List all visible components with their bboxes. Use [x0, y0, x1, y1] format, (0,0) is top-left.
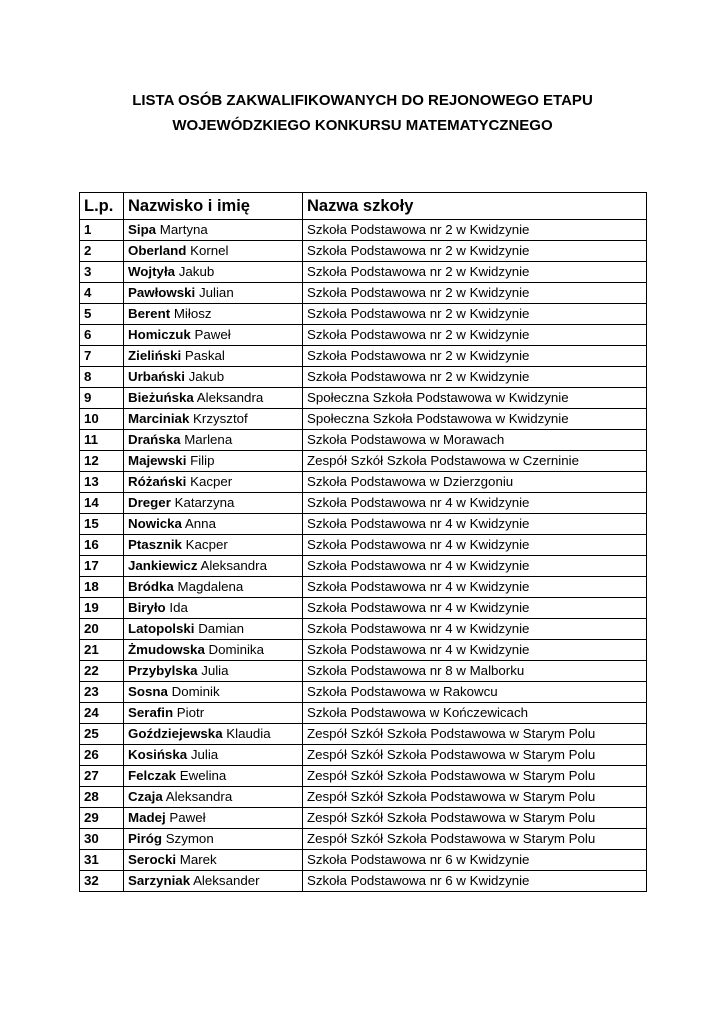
student-name-cell: [124, 661, 303, 682]
student-name-cell: [124, 829, 303, 850]
school-name-cell: Szkoła Podstawowa nr 2 w Kwidzynie: [303, 241, 647, 262]
student-surname: Dreger: [128, 495, 171, 510]
student-name-cell: [124, 493, 303, 514]
student-surname: Urbański: [128, 369, 185, 384]
table-row: [80, 388, 647, 409]
student-name-cell: [124, 304, 303, 325]
student-name-cell: [124, 682, 303, 703]
school-name-cell: Szkoła Podstawowa nr 2 w Kwidzynie: [303, 367, 647, 388]
school-name-cell: Społeczna Szkoła Podstawowa w Kwidzynie: [303, 409, 647, 430]
student-first-name: Filip: [190, 453, 215, 468]
school-name-cell: Szkoła Podstawowa nr 6 w Kwidzynie: [303, 850, 647, 871]
row-number: 12: [80, 451, 124, 472]
row-number: 15: [80, 514, 124, 535]
table-row: [80, 430, 647, 451]
table-row: [80, 472, 647, 493]
row-number: 8: [80, 367, 124, 388]
student-first-name: Krzysztof: [193, 411, 248, 426]
student-first-name: Marlena: [184, 432, 233, 447]
row-number: 14: [80, 493, 124, 514]
student-surname: Różański: [128, 474, 187, 489]
row-number: 18: [80, 577, 124, 598]
student-surname: Pawłowski: [128, 285, 196, 300]
table-row: [80, 451, 647, 472]
school-name-cell: Szkoła Podstawowa nr 4 w Kwidzynie: [303, 640, 647, 661]
row-number: 7: [80, 346, 124, 367]
table-row: [80, 724, 647, 745]
student-first-name: Katarzyna: [174, 495, 235, 510]
school-name-cell: Szkoła Podstawowa w Morawach: [303, 430, 647, 451]
table-row: [80, 283, 647, 304]
student-name-cell: [124, 472, 303, 493]
school-name-cell: Szkoła Podstawowa nr 8 w Malborku: [303, 661, 647, 682]
table-row: [80, 850, 647, 871]
student-surname: Latopolski: [128, 621, 195, 636]
row-number: 25: [80, 724, 124, 745]
student-first-name: Klaudia: [226, 726, 271, 741]
school-name-cell: Szkoła Podstawowa nr 2 w Kwidzynie: [303, 220, 647, 241]
student-surname: Sipa: [128, 222, 157, 237]
student-first-name: Kacper: [190, 474, 233, 489]
header-lp: L.p.: [80, 193, 124, 220]
row-number: 22: [80, 661, 124, 682]
student-first-name: Magdalena: [177, 579, 244, 594]
row-number: 28: [80, 787, 124, 808]
student-first-name: Ewelina: [179, 768, 227, 783]
table-row: [80, 262, 647, 283]
table-row: [80, 808, 647, 829]
student-first-name: Paweł: [169, 810, 206, 825]
school-name-cell: Szkoła Podstawowa nr 6 w Kwidzynie: [303, 871, 647, 892]
school-name-cell: Zespół Szkół Szkoła Podstawowa w Starym Polu: [303, 829, 647, 850]
school-name-cell: Szkoła Podstawowa nr 2 w Kwidzynie: [303, 283, 647, 304]
student-first-name: Miłosz: [173, 306, 212, 321]
student-first-name: Szymon: [165, 831, 214, 846]
row-number: 29: [80, 808, 124, 829]
table-row: [80, 409, 647, 430]
student-first-name: Damian: [198, 621, 245, 636]
student-name-cell: [124, 871, 303, 892]
student-first-name: Marek: [179, 852, 217, 867]
header-school: Nazwa szkoły: [303, 193, 647, 220]
student-surname: Czaja: [128, 789, 163, 804]
row-number: 20: [80, 619, 124, 640]
row-number: 26: [80, 745, 124, 766]
student-name-cell: [124, 346, 303, 367]
school-name-cell: Szkoła Podstawowa w Dzierzgoniu: [303, 472, 647, 493]
school-name-cell: Szkoła Podstawowa nr 4 w Kwidzynie: [303, 493, 647, 514]
student-name-cell: [124, 724, 303, 745]
student-first-name: Anna: [184, 516, 216, 531]
table-row: [80, 367, 647, 388]
student-name-cell: [124, 514, 303, 535]
row-number: 5: [80, 304, 124, 325]
school-name-cell: Szkoła Podstawowa nr 2 w Kwidzynie: [303, 325, 647, 346]
table-row: [80, 682, 647, 703]
student-surname: Homiczuk: [128, 327, 191, 342]
school-name-cell: Zespół Szkół Szkoła Podstawowa w Starym Polu: [303, 766, 647, 787]
student-name-cell: [124, 367, 303, 388]
row-number: 13: [80, 472, 124, 493]
school-name-cell: Zespół Szkół Szkoła Podstawowa w Starym Polu: [303, 724, 647, 745]
table-row: [80, 640, 647, 661]
student-surname: Wojtyła: [128, 264, 176, 279]
student-surname: Marciniak: [128, 411, 190, 426]
student-first-name: Julia: [201, 663, 229, 678]
student-first-name: Aleksander: [193, 873, 260, 888]
student-name-cell: [124, 220, 303, 241]
student-surname: Sosna: [128, 684, 168, 699]
row-number: 9: [80, 388, 124, 409]
row-number: 16: [80, 535, 124, 556]
student-name-cell: [124, 388, 303, 409]
student-name-cell: [124, 619, 303, 640]
student-surname: Majewski: [128, 453, 187, 468]
student-first-name: Paweł: [194, 327, 231, 342]
table-row: [80, 556, 647, 577]
table-row: [80, 241, 647, 262]
table-row: [80, 535, 647, 556]
student-first-name: Kornel: [190, 243, 229, 258]
student-surname: Madej: [128, 810, 166, 825]
school-name-cell: Szkoła Podstawowa nr 2 w Kwidzynie: [303, 262, 647, 283]
title-line-1: LISTA OSÓB ZAKWALIFIKOWANYCH DO REJONOWEGO ETAPU: [132, 92, 593, 109]
row-number: 10: [80, 409, 124, 430]
table-row: [80, 325, 647, 346]
table-row: [80, 871, 647, 892]
row-number: 23: [80, 682, 124, 703]
student-name-cell: [124, 808, 303, 829]
student-surname: Nowicka: [128, 516, 182, 531]
student-first-name: Piotr: [176, 705, 205, 720]
school-name-cell: Zespół Szkół Szkoła Podstawowa w Starym Polu: [303, 808, 647, 829]
school-name-cell: Szkoła Podstawowa nr 4 w Kwidzynie: [303, 514, 647, 535]
table-row: [80, 619, 647, 640]
document-title: [0, 88, 725, 138]
student-first-name: Dominika: [208, 642, 264, 657]
student-surname: Bieżuńska: [128, 390, 194, 405]
school-name-cell: Zespół Szkół Szkoła Podstawowa w Starym Polu: [303, 787, 647, 808]
student-surname: Zieliński: [128, 348, 182, 363]
student-first-name: Aleksandra: [200, 558, 267, 573]
table-row: [80, 745, 647, 766]
student-name-cell: [124, 430, 303, 451]
row-number: 27: [80, 766, 124, 787]
student-surname: Przybylska: [128, 663, 198, 678]
student-first-name: Aleksandra: [165, 789, 233, 804]
student-name-cell: [124, 766, 303, 787]
row-number: 21: [80, 640, 124, 661]
school-name-cell: Szkoła Podstawowa w Rakowcu: [303, 682, 647, 703]
student-first-name: Jakub: [188, 369, 225, 384]
school-name-cell: Zespół Szkół Szkoła Podstawowa w Czerninie: [303, 451, 647, 472]
student-name-cell: [124, 850, 303, 871]
student-name-cell: [124, 745, 303, 766]
row-number: 2: [80, 241, 124, 262]
row-number: 17: [80, 556, 124, 577]
student-first-name: Martyna: [159, 222, 208, 237]
row-number: 32: [80, 871, 124, 892]
student-name-cell: [124, 241, 303, 262]
student-surname: Kosińska: [128, 747, 188, 762]
student-name-cell: [124, 451, 303, 472]
row-number: 6: [80, 325, 124, 346]
row-number: 4: [80, 283, 124, 304]
student-name-cell: [124, 283, 303, 304]
table-row: [80, 766, 647, 787]
student-surname: Felczak: [128, 768, 177, 783]
school-name-cell: Szkoła Podstawowa nr 2 w Kwidzynie: [303, 346, 647, 367]
student-first-name: Dominik: [171, 684, 220, 699]
row-number: 30: [80, 829, 124, 850]
student-name-cell: [124, 598, 303, 619]
school-name-cell: Szkoła Podstawowa nr 4 w Kwidzynie: [303, 556, 647, 577]
student-surname: Oberland: [128, 243, 187, 258]
table-row: [80, 577, 647, 598]
table-row: [80, 304, 647, 325]
school-name-cell: Szkoła Podstawowa nr 2 w Kwidzynie: [303, 304, 647, 325]
student-name-cell: [124, 640, 303, 661]
school-name-cell: Szkoła Podstawowa nr 4 w Kwidzynie: [303, 535, 647, 556]
student-name-cell: [124, 556, 303, 577]
school-name-cell: Zespół Szkół Szkoła Podstawowa w Starym Polu: [303, 745, 647, 766]
table-row: [80, 598, 647, 619]
student-surname: Bródka: [128, 579, 174, 594]
student-surname: Serocki: [128, 852, 177, 867]
student-surname: Jankiewicz: [128, 558, 198, 573]
student-first-name: Julia: [190, 747, 219, 762]
student-name-cell: [124, 787, 303, 808]
student-surname: Berent: [128, 306, 171, 321]
student-name-cell: [124, 325, 303, 346]
school-name-cell: Społeczna Szkoła Podstawowa w Kwidzynie: [303, 388, 647, 409]
student-surname: Biryło: [128, 600, 166, 615]
table-header-row: [80, 193, 647, 220]
table-row: [80, 703, 647, 724]
row-number: 3: [80, 262, 124, 283]
student-name-cell: [124, 535, 303, 556]
school-name-cell: Szkoła Podstawowa nr 4 w Kwidzynie: [303, 619, 647, 640]
school-name-cell: Szkoła Podstawowa nr 4 w Kwidzynie: [303, 577, 647, 598]
student-first-name: Kacper: [185, 537, 228, 552]
row-number: 19: [80, 598, 124, 619]
student-name-cell: [124, 262, 303, 283]
table-row: [80, 514, 647, 535]
student-first-name: Aleksandra: [196, 390, 264, 405]
school-name-cell: Szkoła Podstawowa nr 4 w Kwidzynie: [303, 598, 647, 619]
student-first-name: Paskal: [184, 348, 225, 363]
student-name-cell: [124, 703, 303, 724]
student-first-name: Ida: [169, 600, 188, 615]
student-surname: Serafin: [128, 705, 174, 720]
row-number: 11: [80, 430, 124, 451]
student-surname: Żmudowska: [128, 642, 205, 657]
student-name-cell: [124, 577, 303, 598]
row-number: 1: [80, 220, 124, 241]
table-row: [80, 220, 647, 241]
student-first-name: Jakub: [178, 264, 215, 279]
table-row: [80, 787, 647, 808]
table-body: [80, 220, 647, 892]
student-surname: Piróg: [128, 831, 162, 846]
row-number: 31: [80, 850, 124, 871]
row-number: 24: [80, 703, 124, 724]
table-row: [80, 346, 647, 367]
student-surname: Sarzyniak: [128, 873, 191, 888]
student-surname: Drańska: [128, 432, 181, 447]
title-line-2: WOJEWÓDZKIEGO KONKURSU MATEMATYCZNEGO: [172, 117, 553, 134]
school-name-cell: Szkoła Podstawowa w Kończewicach: [303, 703, 647, 724]
table-row: [80, 661, 647, 682]
student-first-name: Julian: [198, 285, 234, 300]
student-name-cell: [124, 409, 303, 430]
header-name: Nazwisko i imię: [124, 193, 303, 220]
qualified-students-table: [79, 192, 647, 892]
table-row: [80, 493, 647, 514]
student-surname: Ptasznik: [128, 537, 182, 552]
table-row: [80, 829, 647, 850]
student-surname: Goździejewska: [128, 726, 223, 741]
